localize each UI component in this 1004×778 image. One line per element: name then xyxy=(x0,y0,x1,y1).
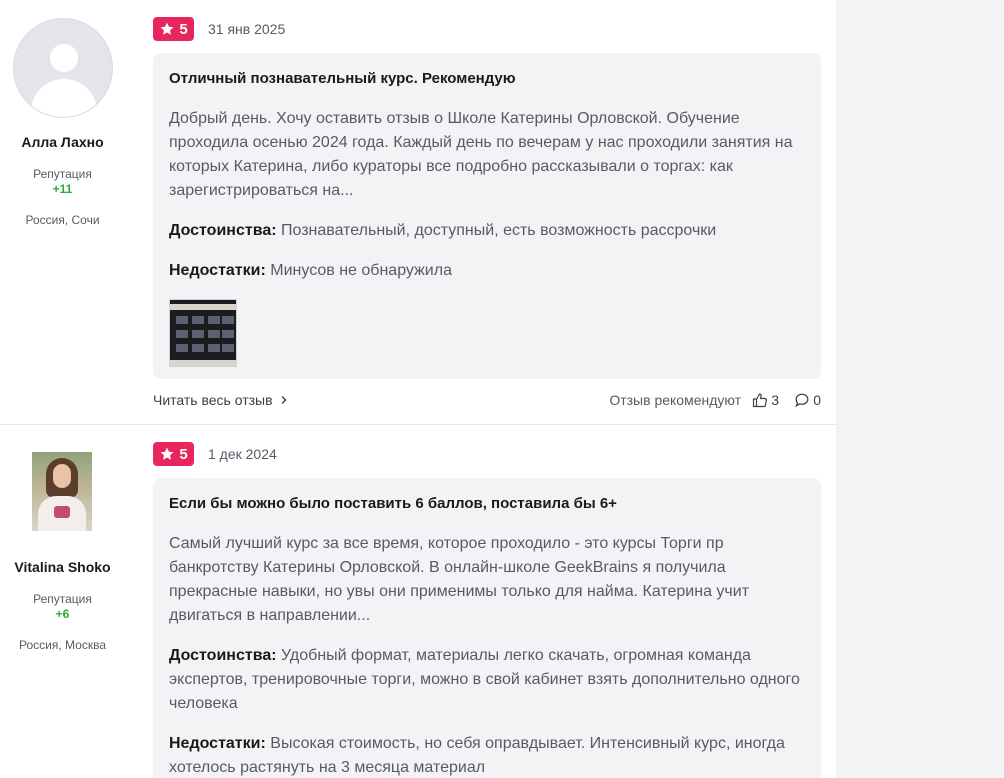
pros-label: Достоинства: xyxy=(169,647,277,664)
review-title[interactable]: Если бы можно было поставить 6 баллов, поставила бы 6+ xyxy=(169,495,617,512)
photo-avatar[interactable] xyxy=(32,452,92,531)
review-cons xyxy=(169,732,805,778)
rating-value: 5 xyxy=(179,445,188,463)
pros-label: Достоинства: xyxy=(169,222,277,239)
reputation-label: Репутация xyxy=(33,592,92,606)
thumbs-up-icon xyxy=(752,392,768,408)
cons-text: Высокая стоимость, но себя оправдывает. Интенсивный курс, иногда хотелось растянуть на 3 месяца материал xyxy=(169,735,785,776)
pros-text: Познавательный, доступный, есть возможность рассрочки xyxy=(281,222,717,239)
rating-value: 5 xyxy=(179,20,188,38)
cons-label: Недостатки: xyxy=(169,262,266,279)
recommend-label: Отзыв рекомендуют xyxy=(609,392,741,408)
review-photo-thumbnail[interactable] xyxy=(169,299,237,367)
like-count: 3 xyxy=(771,392,779,408)
review-pros xyxy=(169,219,805,243)
author-location: Россия, Москва xyxy=(19,638,106,652)
read-full-review-link[interactable] xyxy=(153,392,289,408)
review-pros xyxy=(169,644,805,716)
review-divider xyxy=(0,424,836,425)
review-actions xyxy=(153,392,821,412)
review-title[interactable]: Отличный познавательный курс. Рекомендую xyxy=(169,70,516,87)
comment-count: 0 xyxy=(813,392,821,408)
star-icon xyxy=(159,21,175,37)
comments-button[interactable] xyxy=(794,392,821,408)
star-icon xyxy=(159,446,175,462)
like-button[interactable] xyxy=(752,392,779,408)
review-cons xyxy=(169,259,805,283)
chevron-right-icon xyxy=(279,395,289,405)
review-text: Добрый день. Хочу оставить отзыв о Школе Катерины Орловской. Обучение проходила осенью 2024 года. Каждый день по вечерам у нас проходили занятия на которых Катерина, либо кураторы все подробно рассказывали о торгах: как зарегистрироваться на... xyxy=(169,110,793,199)
review-author xyxy=(0,0,125,424)
rating-badge xyxy=(153,17,194,41)
review-card xyxy=(153,478,821,778)
review-text: Самый лучший курс за все время, которое проходило - это курсы Торги пр банкротству Катерины Орловской. В онлайн-школе GeekBrains я получила прекрасные навыки, но увы они применимы только для найма. Катерина учит двигаться в направлении... xyxy=(169,535,750,624)
review-date: 1 дек 2024 xyxy=(208,446,277,462)
read-more-label: Читать весь отзыв xyxy=(153,392,273,408)
reputation-value: +6 xyxy=(55,607,70,621)
rating-badge xyxy=(153,442,194,466)
author-name[interactable]: Алла Лахно xyxy=(21,134,104,150)
comment-icon xyxy=(794,392,810,408)
cons-text: Минусов не обнаружила xyxy=(270,262,452,279)
review-date: 31 янв 2025 xyxy=(208,21,286,37)
author-location: Россия, Сочи xyxy=(25,213,100,227)
reputation-label: Репутация xyxy=(33,167,92,181)
cons-label: Недостатки: xyxy=(169,735,266,752)
review-card xyxy=(153,53,821,379)
pros-text: Удобный формат, материалы легко скачать, огромная команда экспертов, тренировочные торги, можно в свой кабинет взять дополнительно одного человека xyxy=(169,647,800,712)
placeholder-avatar-icon[interactable] xyxy=(13,18,113,118)
right-empty-pane xyxy=(836,0,1004,778)
author-name[interactable]: Vitalina Shoko xyxy=(14,559,111,575)
reputation-value: +11 xyxy=(52,182,73,196)
